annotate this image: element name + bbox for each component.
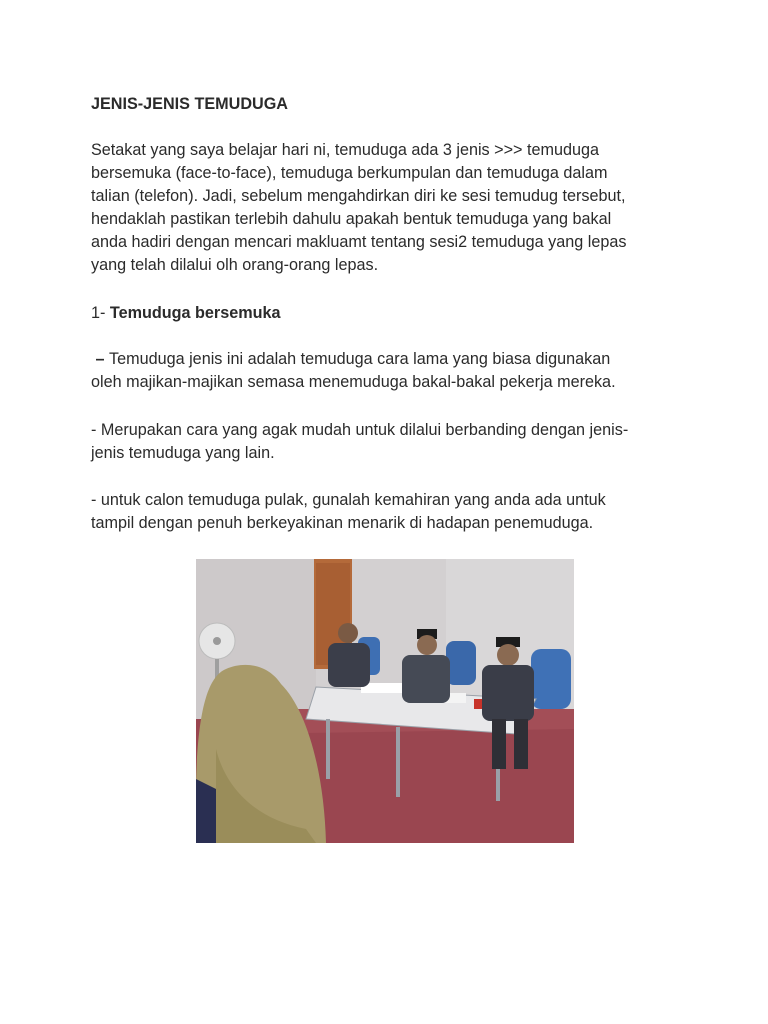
intro-line: bersemuka (face-to-face), temuduga berkumpulan dan temuduga dalam	[91, 164, 608, 182]
point-text: Temuduga jenis ini adalah temuduga cara lama yang biasa digunakan	[109, 350, 611, 368]
point-2	[91, 419, 691, 465]
section-number: 1-	[91, 304, 110, 322]
point-line: tampil dengan penuh berkeyakinan menarik di hadapan penemuduga.	[91, 514, 594, 532]
point-line: - untuk calon temuduga pulak, gunalah kemahiran yang anda ada untuk	[91, 491, 606, 509]
intro-line: yang telah dilalui olh orang-orang lepas.	[91, 256, 379, 274]
intro-line: talian (telefon). Jadi, sebelum mengahdirkan diri ke sesi temudug tersebut,	[91, 187, 626, 205]
interview-photo	[196, 559, 574, 843]
intro-line: anda hadiri dengan mencari makluamt tentang sesi2 temuduga yang lepas	[91, 233, 627, 251]
section-heading	[91, 302, 691, 325]
point-line: - Merupakan cara yang agak mudah untuk dilalui berbanding dengan jenis-	[91, 421, 629, 439]
point-3	[91, 489, 691, 535]
point-line	[91, 348, 691, 371]
intro-line: hendaklah pastikan terlebih dahulu apakah bentuk temuduga yang bakal	[91, 210, 612, 228]
intro-paragraph	[91, 139, 691, 277]
point-line: oleh majikan-majikan semasa menemuduga bakal-bakal pekerja mereka.	[91, 373, 616, 391]
dash-marker: –	[91, 350, 109, 368]
point-1	[91, 348, 691, 394]
point-line: jenis temuduga yang lain.	[91, 444, 275, 462]
intro-line: Setakat yang saya belajar hari ni, temuduga ada 3 jenis >>> temuduga	[91, 141, 600, 159]
document-title: JENIS-JENIS TEMUDUGA	[91, 95, 288, 113]
section-heading-text: Temuduga bersemuka	[109, 304, 281, 322]
